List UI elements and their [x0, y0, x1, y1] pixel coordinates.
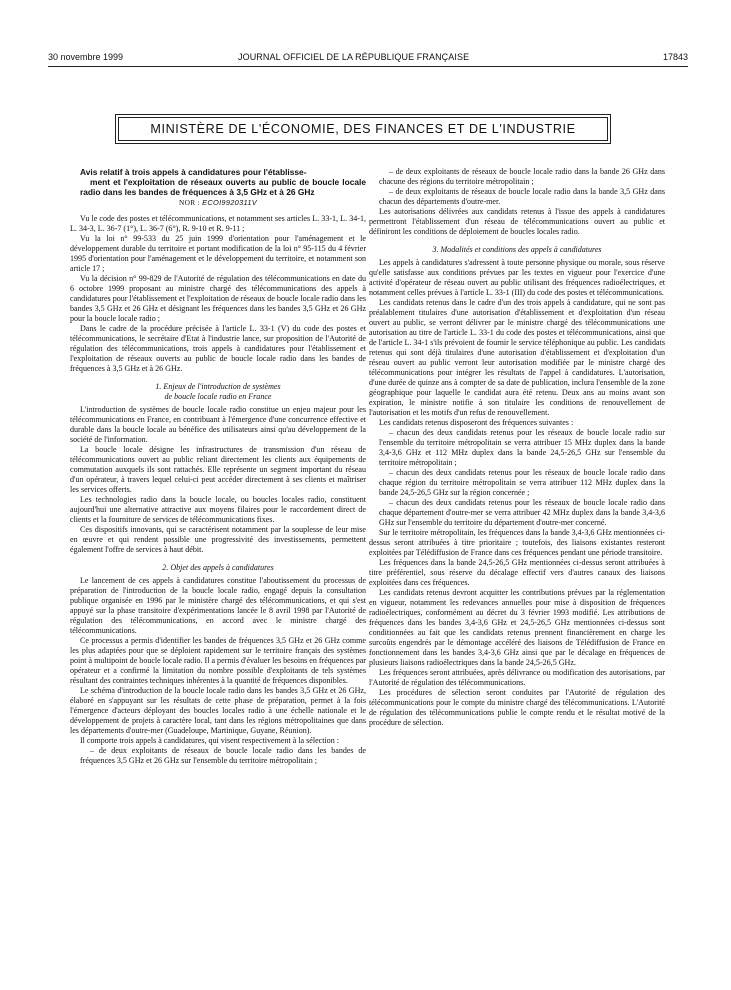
section-heading-3: 3. Modalités et conditions des appels à candidatures — [432, 245, 602, 254]
bullet-item: – de deux exploitants de réseaux de boucle locale radio dans la bande 3,5 GHz dans chacun des départements d'outre-mer. — [379, 187, 665, 206]
paragraph: Vu la loi n° 99-533 du 25 juin 1999 d'orientation pour l'aménagement et le développement durable du territoire et portant modification de la loi n° 95-115 du 4 février 1995 d'orientation pour l'aménagement et le développement du territoire, et notamment son article 17 ; — [70, 234, 366, 273]
paragraph: Les candidats retenus dans le cadre d'un des trois appels à candidature, qui ne sont pas préalablement titulaires d'une autorisation d'établissement et d'exploitation d'un réseau ouvert au public, se verront délivrer par le ministre chargé des télécommunications une autorisation au titre de l'article L. 33-1 du code des postes et télécommunications, ainsi que de l'article L. 34-1 s'ils prévoient de fournir le service téléphonique au public. Les candidats retenus qui sont déjà titulaires d'une autorisation d'établissement et d'exploitation d'un réseau ouvert au public verront leur autorisation modifiée par le ministre chargé des télécommunications pour intégrer les résultats de l'appel à candidatures. L'autorisation, d'une durée de quinze ans à compter de sa date de publication, inclura l'ensemble de la zone géographique pour laquelle le candidat aura été retenu. Deux ans au moins avant son expiration, le ministre notifie à son titulaire les conditions de renouvellement de l'autorisation et les motifs d'un refus de renouvellement. — [369, 298, 665, 417]
section-heading-1-b: de boucle locale radio en France — [164, 392, 272, 401]
paragraph: Sur le territoire métropolitain, les fréquences dans la bande 3,4-3,6 GHz mentionnées ci-dessus seront attribuées à titre prioritaire ; toutefois, des liaisons existantes resteront exploitées par Télédiffusion de France dans ces fréquences pendant une période transitoire. — [369, 528, 665, 557]
paragraph: Les candidats retenus disposeront des fréquences suivantes : — [379, 418, 574, 427]
paragraph: La boucle locale désigne les infrastructures de transmission d'un réseau de télécommunications ouvert au public reliant directement les clients aux équipements de commutation auxquels ils sont rattachés. Elle représente un segment important du réseau d'un opérateur, à travers lequel celui-ci peut accéder directement à ses clients et maîtriser les services offerts. — [70, 445, 366, 494]
page-header — [48, 52, 688, 66]
avis-title — [70, 167, 366, 197]
bullet-item: – chacun des deux candidats retenus pour les réseaux de boucle locale radio sur l'ensemble du territoire métropolitain se verra attribuer 15 MHz duplex dans la bande 3,4-3,6 GHz et 112 MHz duplex dans la bande 24,5-26,5 GHz sur l'ensemble du territoire métropolitain ; — [379, 428, 665, 467]
header-page-number: 17843 — [662, 52, 688, 62]
bullet-item: – de deux exploitants de réseaux de boucle locale radio dans les bandes de fréquences 3,5 GHz et 26 GHz sur l'ensemble du territoire métropolitain ; — [80, 746, 366, 765]
paragraph: Les fréquences seront attribuées, après délivrance ou modification des autorisations, par l'Autorité de régulation des télécommunications. — [369, 668, 665, 687]
nor-reference — [70, 198, 366, 208]
header-rule — [48, 66, 688, 67]
right-column — [369, 167, 665, 728]
paragraph: Le schéma d'introduction de la boucle locale radio dans les bandes 3,5 GHz et 26 GHz, élaboré en s'appuyant sur les résultats de cette phase de préparation, permet à la fois l'émergence d'acteurs déployant des boucles locales radio à une échelle nationale et le développement de projets à caractère local, tant dans les régions métropolitaines que dans les départements d'outre-mer (Guadeloupe, Martinique, Guyane, Réunion). — [70, 686, 366, 735]
paragraph: Les autorisations délivrées aux candidats retenus à l'issue des appels à candidatures permettront l'établissement d'un réseau de télécommunications ouvert au public et définiront les conditions de déploiement de boucles locales radio. — [369, 207, 665, 236]
paragraph: Vu la décision n° 99-829 de l'Autorité de régulation des télécommunications en date du 6 octobre 1999 proposant au ministre chargé des télécommunications des appels à candidatures pour l'établissement et l'exploitation de réseaux de boucle locale radio dans les bandes 3,5 GHz et 26 GHz et désignant les fréquences dans les bandes 3,5 GHz et 26 GHz pour la boucle locale radio ; — [70, 274, 366, 323]
header-journal-title: JOURNAL OFFICIEL DE LA RÉPUBLIQUE FRANÇAISE — [238, 52, 470, 62]
paragraph: Ce processus a permis d'identifier les bandes de fréquences 3,5 GHz et 26 GHz comme les plus adaptées pour que se déploient rapidement sur le territoire français des systèmes point à multipoint de boucle locale radio. Il a permis d'évaluer les besoins en fréquences par opérateur et a confirmé la limitation du nombre possible d'exploitants de tels systèmes résultant des contraintes techniques inhérentes à la quantité de fréquences disponibles. — [70, 636, 366, 685]
paragraph: Les technologies radio dans la boucle locale, ou boucles locales radio, constituent aujourd'hui une alternative attractive aux moyens filaires pour le raccordement direct de clients et la fourniture de services de télécommunications fixes. — [70, 495, 366, 524]
paragraph: Il comporte trois appels à candidatures, qui visent respectivement à la sélection : — [80, 736, 339, 745]
nor-label: NOR : — [179, 198, 203, 207]
section-heading-1 — [70, 382, 366, 402]
avis-title-rest: ment et l'exploitation de réseaux ouverts au public de boucle locale radio dans les bandes de fréquences à 3,5 GHz et à 26 GHz — [80, 177, 366, 197]
paragraph: Le lancement de ces appels à candidatures constitue l'aboutissement du processus de préparation de l'introduction de la boucle locale radio, engagé depuis la consultation publique organisée en 1996 par le ministère chargé des télécommunications, et qui s'est appuyé sur la phase transitoire d'expérimentations lancée le 8 avril 1998 par l'Autorité de régulation des télécommunications, en accord avec le ministre chargé des télécommunications. — [70, 576, 366, 635]
bullet-item: – chacun des deux candidats retenus pour les réseaux de boucle locale radio dans chaque région du territoire métropolitain se verra attribuer 112 MHz duplex dans la bande 24,5-26,5 GHz sur la région concernée ; — [379, 468, 665, 497]
bullet-item: – de deux exploitants de réseaux de boucle locale radio dans la bande 26 GHz dans chacune des régions du territoire métropolitain ; — [379, 167, 665, 186]
paragraph: Les candidats retenus devront acquitter les contributions prévues par la réglementation en vigueur, notamment les redevances annuelles pour mise à disposition de fréquences radioélectriques, conformément au décret du 3 février 1993 modifié. Les attributions de fréquences dans les bandes 3,4-3,6 GHz et 24,5-26,5 GHz mentionnées ci-dessus sont conditionnées au fait que les candidats retenus prennent financièrement en charge les surcoûts engendrés par le démontage accéléré des liaisons de Télédiffusion de France en fonctionnement dans les bandes 3,4-3,6 GHz ainsi que par le décalage en fréquences de plusieurs liaisons radioélectriques dans la bande 24,5-26,5 GHz. — [369, 588, 665, 667]
paragraph: Vu le code des postes et télécommunications, et notamment ses articles L. 33-1, L. 34-1, L. 34-3, L. 36-7 (1°), L. 36-7 (6°), R. 9-10 et R. 9-11 ; — [70, 214, 366, 233]
paragraph: L'introduction de systèmes de boucle locale radio constitue un enjeu majeur pour les télécommunications en France, en contribuant à l'émergence d'une concurrence effective et durable dans la boucle locale au bénéfice des utilisateurs ainsi qu'au développement de la société de l'information. — [70, 405, 366, 444]
section-heading-1-a: 1. Enjeux de l'introduction de systèmes — [155, 382, 281, 391]
paragraph: Les procédures de sélection seront conduites par l'Autorité de régulation des télécommunications pour le compte du ministre chargé des télécommunications. L'Autorité de régulation des télécommunications publie le compte rendu et le résultat motivé de la procédure de sélection. — [369, 688, 665, 727]
header-date: 30 novembre 1999 — [48, 52, 124, 62]
left-column — [70, 167, 366, 766]
paragraph: Les appels à candidatures s'adressent à toute personne physique ou morale, sous réserve qu'elle satisfasse aux conditions prévues par les textes en vigueur pour l'exercice d'une activité d'opérateur de réseau ouvert au public utilisant des fréquences radioélectriques, et notamment celles prévues à l'article L. 33-1 (III) du code des postes et télécommunications. — [369, 258, 665, 297]
avis-title-line1: Avis relatif à trois appels à candidatures pour l'établisse- — [80, 167, 307, 177]
section-heading-2: 2. Objet des appels à candidatures — [162, 563, 274, 572]
paragraph: Ces dispositifs innovants, qui se caractérisent notamment par la souplesse de leur mise en œuvre et qui rendent possible une progressivité des investissements, permettent également l'offre de services à haut débit. — [70, 525, 366, 554]
nor-code: ECOI9920311V — [202, 198, 257, 207]
ministry-banner: MINISTÈRE DE L'ÉCONOMIE, DES FINANCES ET DE L'INDUSTRIE — [118, 117, 608, 141]
bullet-item: – chacun des deux candidats retenus pour les réseaux de boucle locale radio dans chaque département d'outre-mer se verra attribuer 42 MHz duplex dans la bande 3,4-3,6 GHz sur l'ensemble du territoire du département d'outre-mer concerné. — [379, 498, 665, 527]
paragraph: Les fréquences dans la bande 24,5-26,5 GHz mentionnées ci-dessus seront attribuées à titre préférentiel, sous réserve du décalage effectif vers d'autres canaux des liaisons exploitées dans ces fréquences. — [369, 558, 665, 587]
paragraph: Dans le cadre de la procédure précisée à l'article L. 33-1 (V) du code des postes et télécommunications, le secrétaire d'Etat à l'industrie lance, sur proposition de l'Autorité de régulation des télécommunications, trois appels à candidatures pour l'établissement et l'exploitation de réseaux ouverts au public de boucle locale radio dans les bandes de fréquences à 3,5 GHz et à 26 GHz. — [70, 324, 366, 373]
